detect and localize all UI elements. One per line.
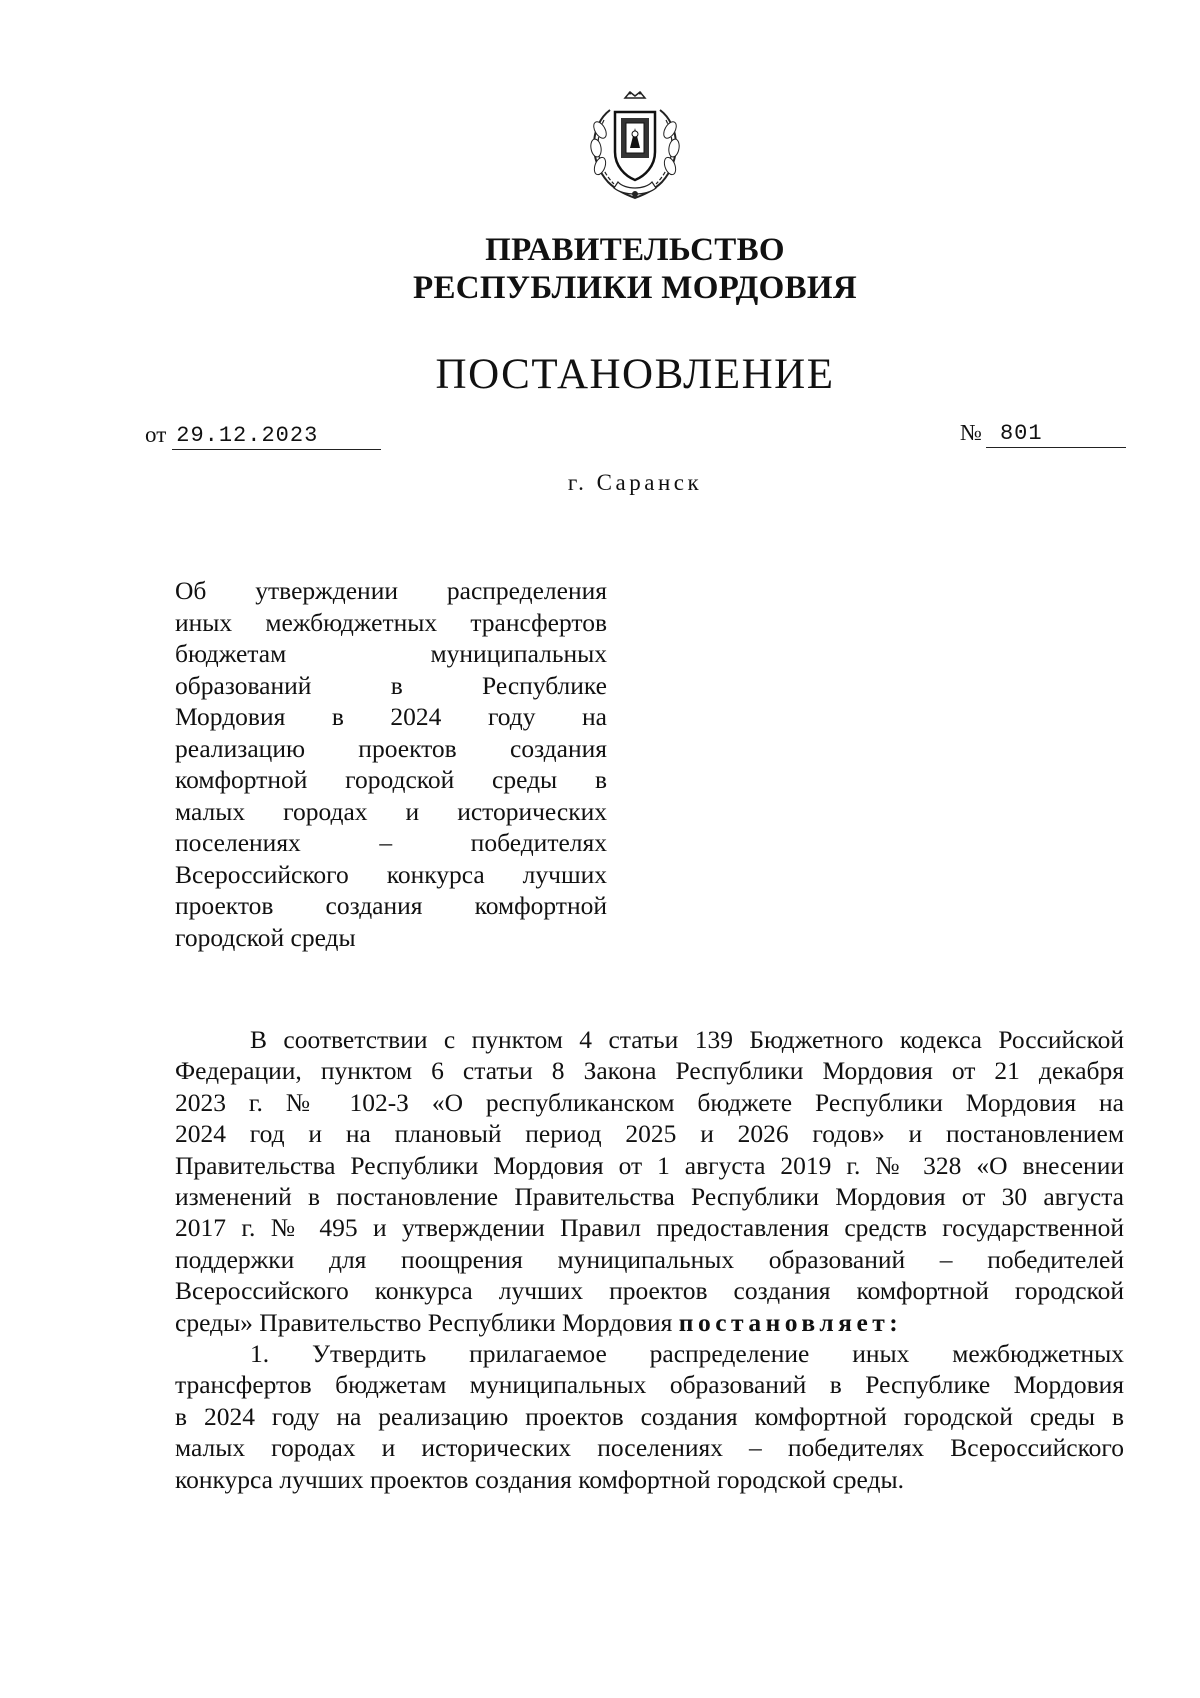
preamble-line: Правительства Республики Мордовия от 1 августа 2019 г. № 328 «О внесении: [175, 1150, 1124, 1180]
subject-line: бюджетам муниципальных: [175, 639, 607, 668]
coat-of-arms-emblem: [580, 90, 690, 202]
number-value: 801: [986, 421, 1126, 448]
subject-line: реализацию проектов создания: [175, 733, 607, 763]
preamble-line: Федерации, пунктом 6 статьи 8 Закона Республики Мордовия от 21 декабря: [175, 1056, 1124, 1086]
preamble-line: 2023 г. № 102-З «О республиканском бюджете Республики Мордовия на: [175, 1087, 1124, 1117]
document-body: [175, 1024, 1124, 1495]
issue-city: г. Саранск: [567, 470, 703, 495]
document-type-heading: ПОСТАНОВЛЕНИЕ: [435, 351, 835, 398]
preamble-line: поддержки для поощрения муниципальных образований – победителей: [175, 1244, 1124, 1274]
document-subject: [175, 575, 607, 953]
subject-line: иных межбюджетных трансфертов: [175, 607, 607, 637]
decree-word: постановляет:: [678, 1307, 903, 1337]
date-value: 29.12.2023: [172, 423, 381, 450]
preamble-line: 2017 г. № 495 и утверждении Правил предоставления средств государственной: [175, 1213, 1124, 1243]
subject-line: образований в Республике: [175, 670, 607, 700]
item1-line: 1. Утвердить прилагаемое распределение иных межбюджетных: [250, 1339, 1124, 1369]
preamble-final-text: среды» Правительство Республики Мордовия: [175, 1307, 673, 1337]
subject-line: Об утверждении распределения: [175, 576, 607, 605]
preamble-line: изменений в постановление Правительства Республики Мордовия от 30 августа: [175, 1182, 1124, 1212]
number-prefix: №: [960, 420, 982, 445]
subject-line: комфортной городской среды в: [175, 765, 607, 794]
preamble-line: 2024 год и на плановый период 2025 и 2026 годов» и постановлением: [175, 1119, 1124, 1149]
subject-line: малых городах и исторических: [175, 796, 607, 826]
item1-line: в 2024 году на реализацию проектов создания комфортной городской среды в: [175, 1401, 1124, 1431]
preamble-line: В соответствии с пунктом 4 статьи 139 Бюджетного кодекса Российской: [250, 1025, 1124, 1054]
date-prefix: от: [145, 422, 167, 447]
subject-line: Мордовия в 2024 году на: [175, 702, 607, 731]
document-number: [960, 418, 1126, 448]
subject-line: городской среды: [175, 922, 356, 952]
preamble-final-line: [175, 1307, 1124, 1338]
item1-line: малых городах и исторических поселениях – победителях Всероссийского: [175, 1433, 1124, 1463]
government-title-line2: РЕСПУБЛИКИ МОРДОВИЯ: [412, 270, 857, 306]
item1-line: конкурса лучших проектов создания комфортной городской среды.: [175, 1464, 904, 1494]
subject-line: Всероссийского конкурса лучших: [175, 859, 607, 889]
item1-line: трансфертов бюджетам муниципальных образований в Республике Мордовия: [175, 1370, 1124, 1400]
document-date: [145, 420, 381, 450]
government-title-line1: ПРАВИТЕЛЬСТВО: [485, 232, 785, 268]
subject-line: проектов создания комфортной: [175, 891, 607, 920]
preamble-line: Всероссийского конкурса лучших проектов создания комфортной городской: [175, 1276, 1124, 1306]
subject-line: поселениях – победителях: [175, 828, 607, 857]
